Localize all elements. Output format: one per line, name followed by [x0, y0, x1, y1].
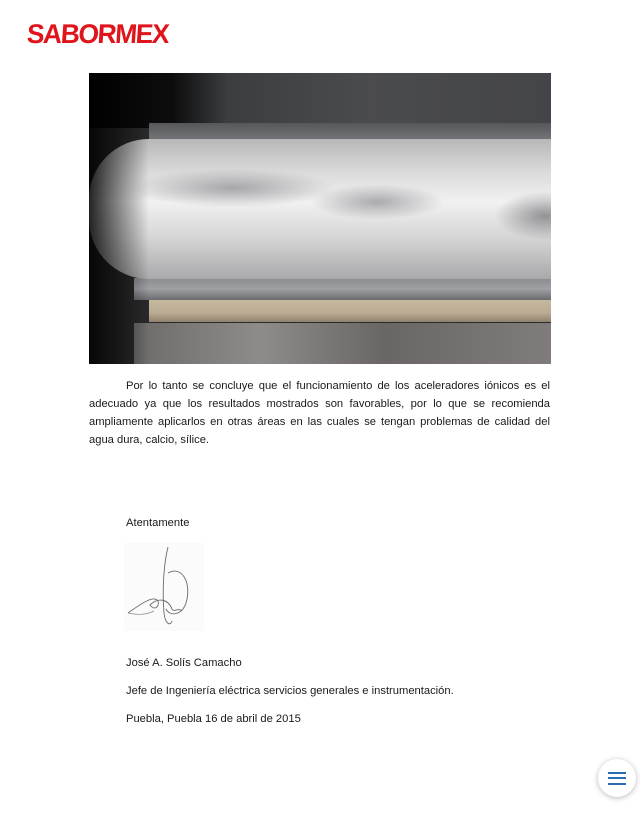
photo-shadow: [89, 73, 149, 364]
company-logo: SABORMEX: [25, 19, 170, 49]
salutation: Atentamente: [126, 517, 190, 529]
menu-button[interactable]: [598, 759, 636, 797]
signature-image: [124, 543, 204, 631]
photo-rail: [134, 278, 551, 300]
conclusion-text: Por lo tanto se concluye que el funcionamiento de los aceleradores iónicos es el adecuado ya que los resultados mostrados son favorables, por lo que se recomienda ampliamente aplicarlos en otras áreas en las cuales se tengan problemas de calidad del agua dura, calcio, sílice.: [89, 380, 550, 446]
photo-pipe: [89, 139, 551, 279]
conclusion-paragraph: [89, 377, 550, 449]
pipe-photo: [89, 73, 551, 364]
photo-plank: [149, 300, 551, 322]
signer-title: Jefe de Ingeniería eléctrica servicios generales e instrumentación.: [126, 685, 454, 697]
photo-floor: [134, 323, 551, 364]
photo-background: [89, 73, 551, 128]
signer-name: José A. Solís Camacho: [126, 657, 242, 669]
place-date: Puebla, Puebla 16 de abril de 2015: [126, 713, 301, 725]
hamburger-menu-icon: [608, 772, 626, 785]
